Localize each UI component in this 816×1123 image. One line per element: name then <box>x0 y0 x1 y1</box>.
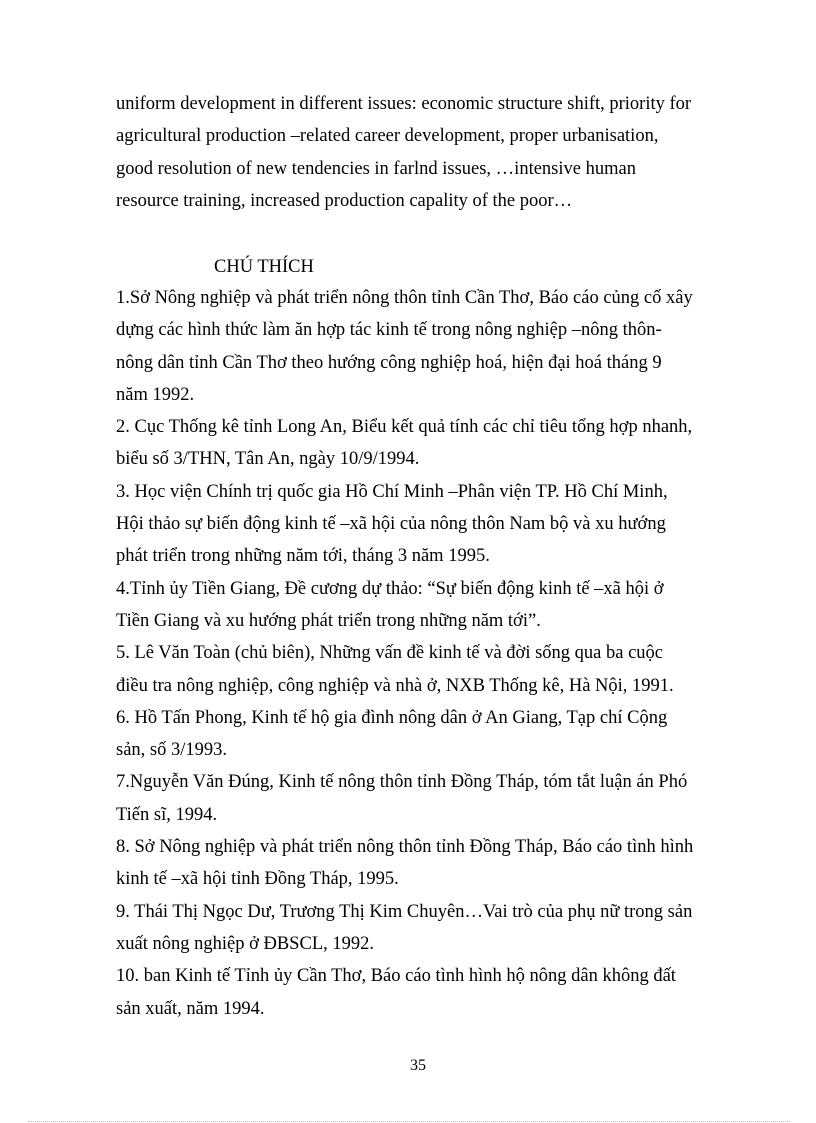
reference-line: dựng các hình thức làm ăn hợp tác kinh tế trong nông nghiệp –nông thôn- <box>116 320 662 341</box>
reference-list <box>116 282 716 1025</box>
reference-line: Tiền Giang và xu hướng phát triển trong những năm tới”. <box>116 610 541 631</box>
reference-line: xuất nông nghiệp ở ĐBSCL, 1992. <box>116 933 374 954</box>
reference-line: Hội thảo sự biến động kinh tế –xã hội của nông thôn Nam bộ và xu hướng <box>116 514 666 535</box>
reference-line: 2. Cục Thống kê tỉnh Long An, Biểu kết quả tính các chỉ tiêu tổng hợp nhanh, <box>116 417 693 438</box>
intro-line: uniform development in different issues: economic structure shift, priority for <box>116 94 692 114</box>
reference-line: biểu số 3/THN, Tân An, ngày 10/9/1994. <box>116 449 420 470</box>
notes-heading: CHÚ THÍCH <box>214 257 314 277</box>
page-bottom-divider <box>28 1121 790 1122</box>
reference-line: kinh tế –xã hội tỉnh Đồng Tháp, 1995. <box>116 869 399 890</box>
reference-line: năm 1992. <box>116 384 195 405</box>
intro-line: good resolution of new tendencies in farlnd issues, …intensive human <box>116 158 636 179</box>
reference-line: sản xuất, năm 1994. <box>116 998 265 1019</box>
reference-line: 5. Lê Văn Toàn (chủ biên), Những vấn đề kinh tế và đời sống qua ba cuộc <box>116 643 663 664</box>
reference-line: Tiến sĩ, 1994. <box>116 804 218 825</box>
reference-line: nông dân tỉnh Cần Thơ theo hướng công nghiệp hoá, hiện đại hoá tháng 9 <box>116 352 662 373</box>
intro-line: agricultural production –related career development, proper urbanisation, <box>116 126 659 147</box>
intro-paragraph <box>116 88 716 217</box>
reference-line: 8. Sở Nông nghiệp và phát triển nông thôn tỉnh Đồng Tháp, Báo cáo tình hình <box>116 837 694 858</box>
reference-line: 3. Học viện Chính trị quốc gia Hồ Chí Minh –Phân viện TP. Hồ Chí Minh, <box>116 481 668 502</box>
reference-line: 9. Thái Thị Ngọc Dư, Trương Thị Kim Chuyên…Vai trò của phụ nữ trong sản <box>116 901 693 922</box>
reference-line: 1.Sở Nông nghiệp và phát triển nông thôn tỉnh Cần Thơ, Báo cáo củng cố xây <box>116 288 693 308</box>
intro-line: resource training, increased production capality of the poor… <box>116 190 573 211</box>
reference-line: 6. Hồ Tấn Phong, Kinh tế hộ gia đình nông dân ở An Giang, Tạp chí Cộng <box>116 707 668 728</box>
page-number: 35 <box>410 1057 426 1074</box>
reference-line: sản, số 3/1993. <box>116 740 227 761</box>
reference-line: 10. ban Kinh tế Tỉnh ủy Cần Thơ, Báo cáo tình hình hộ nông dân không đất <box>116 966 676 987</box>
reference-line: 7.Nguyễn Văn Đúng, Kinh tế nông thôn tỉnh Đồng Tháp, tóm tắt luận án Phó <box>116 772 688 793</box>
reference-line: điều tra nông nghiệp, công nghiệp và nhà ở, NXB Thống kê, Hà Nội, 1991. <box>116 675 674 696</box>
reference-line: 4.Tỉnh ủy Tiền Giang, Đề cương dự thảo: “Sự biến động kinh tế –xã hội ở <box>116 578 664 599</box>
reference-line: phát triển trong những năm tới, tháng 3 năm 1995. <box>116 546 490 567</box>
